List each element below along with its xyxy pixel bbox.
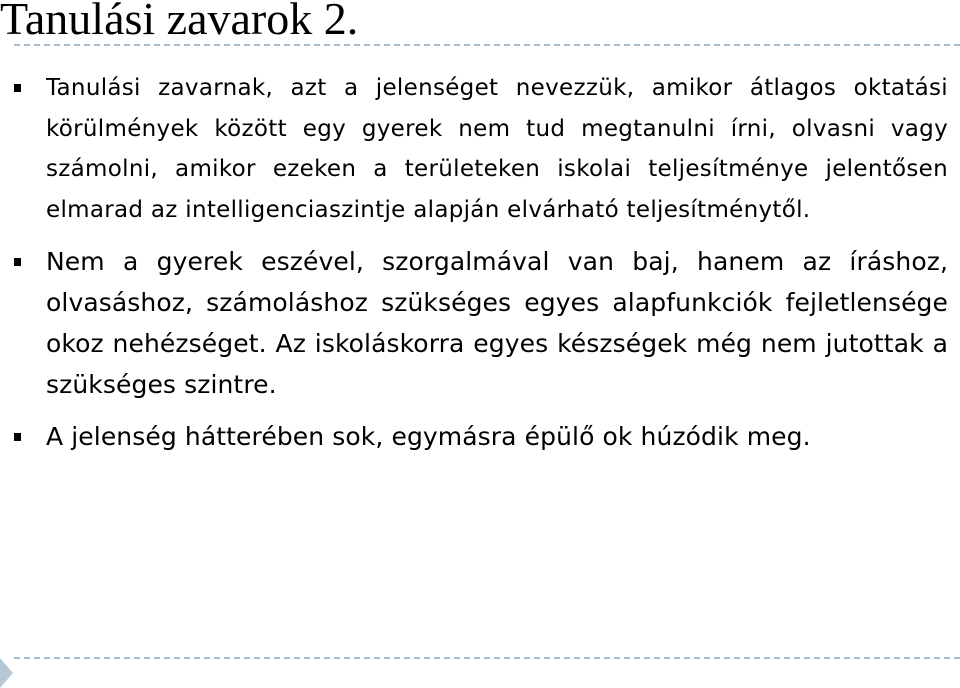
bullet-item-background xyxy=(14,416,948,457)
square-bullet-icon xyxy=(14,84,21,92)
square-bullet-icon xyxy=(14,433,21,441)
bullet-item-definition xyxy=(14,68,948,230)
footer-divider xyxy=(14,657,960,659)
slide-title: Tanulási zavarok 2. xyxy=(0,0,359,44)
bullet-item-cause xyxy=(14,241,948,405)
triangle-arrow-icon xyxy=(0,658,13,688)
bullet-text: Tanulási zavarnak, azt a jelenséget nevezzük, amikor átlagos oktatási körülmények között egy gyerek nem tud megtanulni írni, olvasni vagy számolni, amikor ezeken a területeken iskolai teljesítménye jelentősen elmarad az intelligenciaszintje alapján elvárható teljesítménytől. xyxy=(46,75,948,223)
title-divider xyxy=(14,44,960,46)
square-bullet-icon xyxy=(14,258,21,266)
bullet-list xyxy=(14,68,948,468)
bullet-text: A jelenség hátterében sok, egymásra épülő ok húzódik meg. xyxy=(46,422,811,451)
bullet-text: Nem a gyerek eszével, szorgalmával van baj, hanem az íráshoz, olvasáshoz, számoláshoz szükséges egyes alapfunkciók fejletlensége okoz nehézséget. Az iskoláskorra egyes készségek még nem jutottak a szükséges szintre. xyxy=(46,247,948,399)
